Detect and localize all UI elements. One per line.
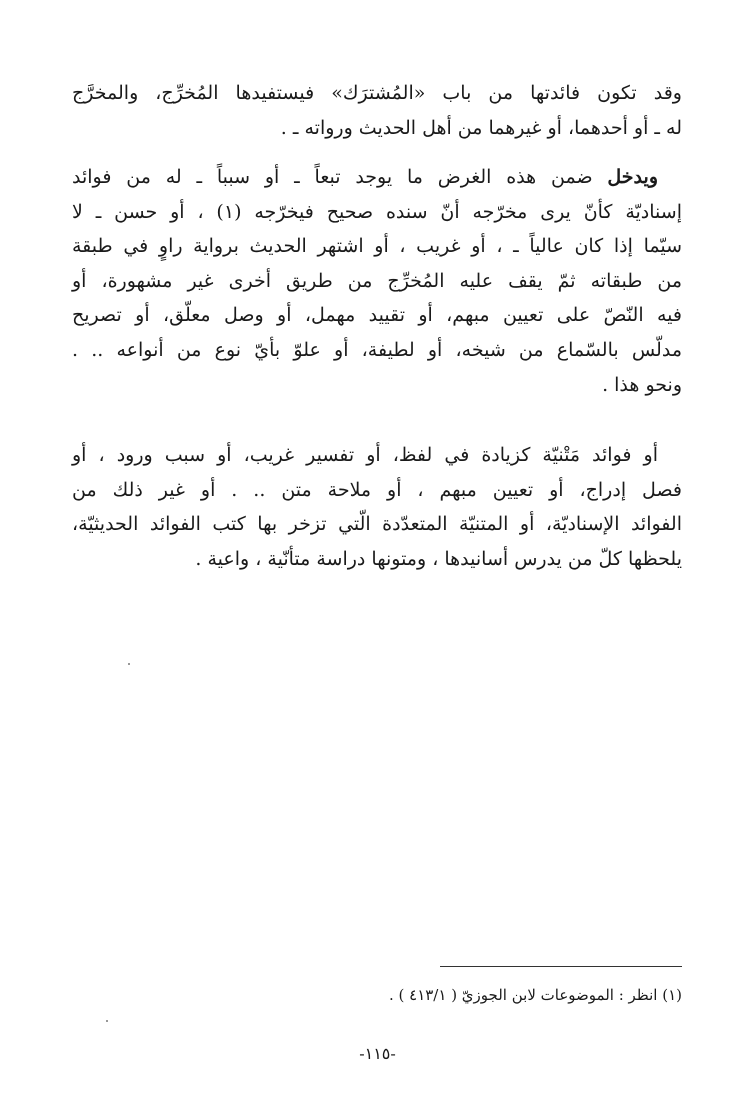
paragraph-3-line-1: أو فوائد مَتْنيّة كزيادة في لفظ، أو تفسير غريب، أو سبب ورود ، أو [72,444,658,466]
paragraph-1-line-1: وقد تكون فائدتها من باب «المُشترَك» فيستفيدها المُخرِّج، والمخرَّج [72,82,682,104]
footnote-separator [440,966,682,967]
paragraph-3-line-3: الفوائد الإسناديّة، أو المتنيّة المتعدّدة الّتي تزخر بها كتب الفوائد الحديثيّة، [72,513,682,536]
paragraph-3 [72,438,682,576]
scan-speck [106,1020,108,1022]
paragraph-2-line-6: مدلّس بالسّماع من شيخه، أو لطيفة، أو علوّ بأيّ نوع من أنواعه .. . [72,338,682,361]
paragraph-2-line-1 [72,160,682,195]
paragraph-3-line-2: فصل إدراج، أو تعيين مبهم ، أو ملاحة متن .. . أو غير ذلك من [72,478,682,501]
paragraph-2-line-2: إسناديّة كأنّ يرى مخرّجه أنّ سنده صحيح فيخرّجه (١) ، أو حسن ـ لا [72,200,682,223]
paragraph-2-lead-word: ويدخل [607,166,658,188]
footnote-1: (١) انظر : الموضوعات لابن الجوزيّ ( ٤١٣/١ ) . [388,986,682,1004]
paragraph-2 [72,160,682,402]
scan-speck [128,663,130,665]
paragraph-1 [72,76,682,145]
paragraph-3-line-4: يلحظها كلّ من يدرس أسانيدها ، ومتونها دراسة متأنّية ، واعية . [195,547,682,570]
paragraph-2-line-3: سيّما إذا كان عالياً ـ ، أو غريب ، أو اشتهر الحديث برواية راوٍ في طبقة [72,235,682,258]
paragraph-1-line-2: له ـ أو أحدهما، أو غيرهما من أهل الحديث ورواته ـ . [280,116,682,139]
paragraph-2-line-7: ونحو هذا . [602,373,682,396]
paragraph-2-line-5: فيه النّصّ على تعيين مبهم، أو تقييد مهمل، أو وصل معلّق، أو تصريح [72,304,682,327]
paragraph-2-line-4: من طبقاته ثمّ يقف عليه المُخرِّج من طريق أخرى غير مشهورة، أو [72,269,682,292]
paragraph-2-line-1-text: ضمن هذه الغرض ما يوجد تبعاً ـ أو سبباً ـ له من فوائد [72,166,608,188]
page-number: -١١٥- [359,1044,396,1063]
